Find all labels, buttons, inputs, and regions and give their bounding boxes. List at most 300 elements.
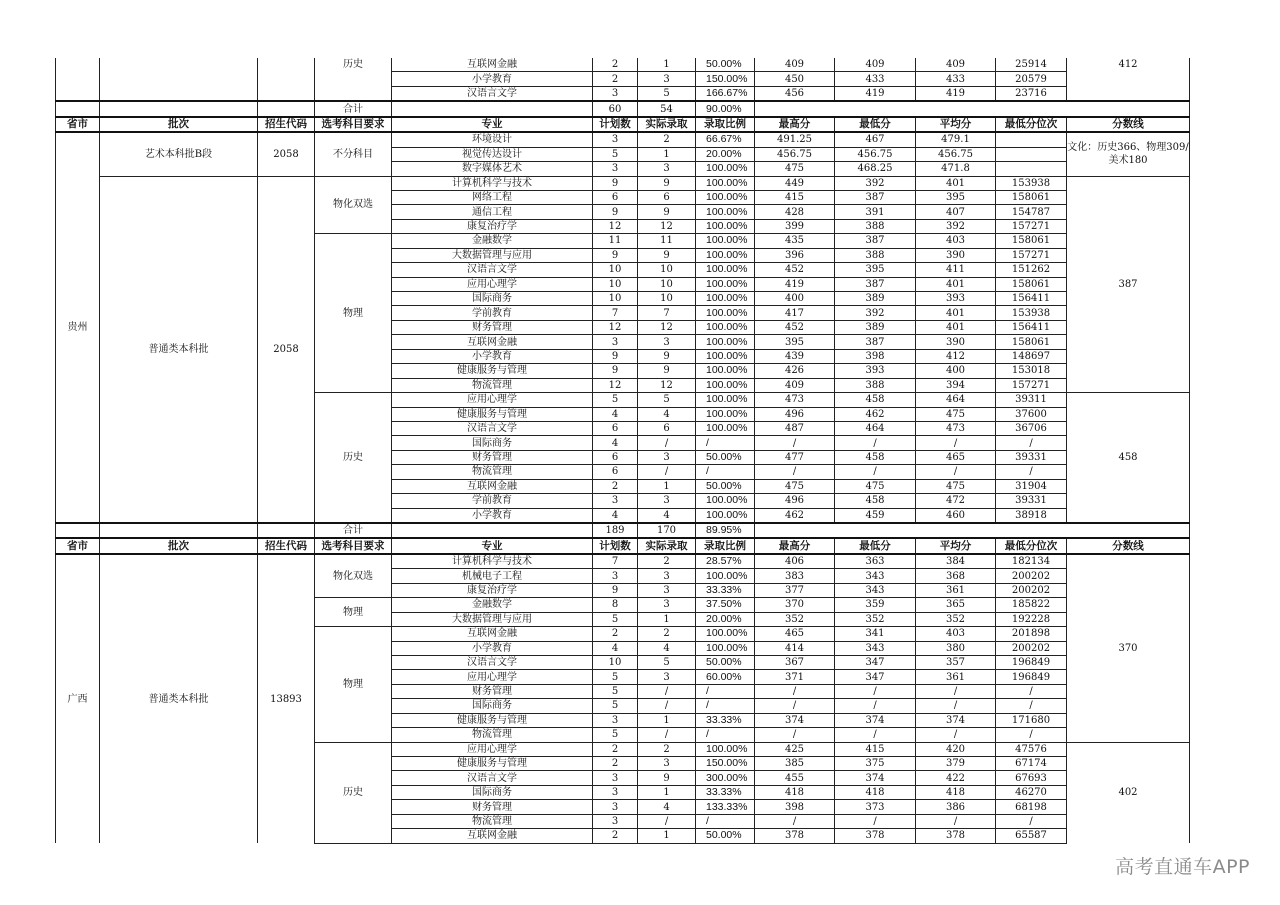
min-rank-cell: 200202 [996, 583, 1067, 597]
min-score-cell: 363 [835, 554, 916, 569]
major-cell: 财务管理 [392, 450, 593, 464]
admission-ratio-cell: 133.33% [696, 800, 755, 814]
min-score-cell: / [835, 699, 916, 713]
major-cell: 物流管理 [392, 465, 593, 479]
plan-count-cell: 3 [593, 162, 638, 176]
max-score-cell: / [755, 684, 835, 698]
min-rank-cell: 158061 [996, 190, 1067, 204]
min-score-cell: 458 [835, 393, 916, 407]
avg-score-cell: 475 [916, 407, 996, 421]
admission-ratio-cell: 100.00% [696, 205, 755, 219]
column-header: 招生代码 [258, 538, 315, 553]
min-rank-cell: / [996, 684, 1067, 698]
min-score-cell: 459 [835, 508, 916, 523]
admission-ratio-cell: 50.00% [696, 655, 755, 669]
actual-count-cell: 4 [638, 800, 696, 814]
plan-count-cell: 3 [593, 86, 638, 101]
column-header: 计划数 [593, 117, 638, 132]
actual-count-cell: 5 [638, 393, 696, 407]
score-line-cell: 370 [1067, 554, 1190, 742]
admission-ratio-cell: 20.00% [696, 147, 755, 161]
column-header: 最低分位次 [996, 117, 1067, 132]
min-score-cell: 388 [835, 219, 916, 233]
plan-count-cell: 9 [593, 349, 638, 363]
column-header: 批次 [100, 117, 258, 132]
plan-count-cell: 5 [593, 670, 638, 684]
blank-cell [392, 101, 593, 116]
min-rank-cell: 196849 [996, 655, 1067, 669]
max-score-cell: / [755, 728, 835, 742]
avg-score-cell: 473 [916, 421, 996, 435]
actual-count-cell: 1 [638, 479, 696, 493]
table-row [56, 176, 1190, 190]
plan-count-cell: 8 [593, 598, 638, 612]
column-header: 最高分 [755, 117, 835, 132]
total-ratio-cell: 89.95% [696, 523, 755, 538]
min-rank-cell [996, 162, 1067, 176]
major-cell: 康复治疗学 [392, 219, 593, 233]
min-score-cell: 395 [835, 263, 916, 277]
min-rank-cell: 196849 [996, 670, 1067, 684]
max-score-cell: 395 [755, 335, 835, 349]
min-score-cell: / [835, 814, 916, 828]
min-rank-cell: 153018 [996, 364, 1067, 378]
column-header: 省市 [56, 538, 100, 553]
admission-ratio-cell: / [696, 814, 755, 828]
max-score-cell: 371 [755, 670, 835, 684]
admission-ratio-cell: 100.00% [696, 378, 755, 392]
blank-cell [755, 523, 1190, 538]
admission-ratio-cell: 33.33% [696, 583, 755, 597]
actual-count-cell: 4 [638, 508, 696, 523]
max-score-cell: 378 [755, 829, 835, 843]
column-header: 实际录取 [638, 538, 696, 553]
actual-count-cell: 6 [638, 190, 696, 204]
min-score-cell: 456.75 [835, 147, 916, 161]
min-rank-cell: 171680 [996, 713, 1067, 727]
avg-score-cell: 422 [916, 771, 996, 785]
plan-count-cell: 4 [593, 436, 638, 450]
admission-ratio-cell: 50.00% [696, 479, 755, 493]
subject-requirement-cell: 历史 [315, 58, 392, 101]
table-row [56, 554, 1190, 569]
min-score-cell: 374 [835, 713, 916, 727]
avg-score-cell: 394 [916, 378, 996, 392]
avg-score-cell: / [916, 465, 996, 479]
admission-ratio-cell: / [696, 699, 755, 713]
max-score-cell: 409 [755, 378, 835, 392]
blank-cell [755, 101, 1190, 116]
major-cell: 健康服务与管理 [392, 757, 593, 771]
actual-count-cell: 2 [638, 132, 696, 147]
admission-ratio-cell: 100.00% [696, 393, 755, 407]
major-cell: 小学教育 [392, 349, 593, 363]
avg-score-cell: / [916, 814, 996, 828]
min-score-cell: 398 [835, 349, 916, 363]
admission-ratio-cell: 66.67% [696, 132, 755, 147]
plan-count-cell: 3 [593, 814, 638, 828]
avg-score-cell: 352 [916, 612, 996, 626]
column-header: 录取比例 [696, 117, 755, 132]
avg-score-cell: 357 [916, 655, 996, 669]
avg-score-cell: 479.1 [916, 132, 996, 147]
column-header: 平均分 [916, 538, 996, 553]
plan-count-cell: 2 [593, 72, 638, 86]
actual-count-cell: 1 [638, 612, 696, 626]
watermark-text: 高考直通车APP [1115, 856, 1250, 878]
admission-ratio-cell: 28.57% [696, 554, 755, 569]
min-rank-cell: 39331 [996, 494, 1067, 508]
column-header: 最低分 [835, 538, 916, 553]
actual-count-cell: 3 [638, 335, 696, 349]
min-rank-cell: 67693 [996, 771, 1067, 785]
score-line-cell: 402 [1067, 742, 1190, 843]
major-cell: 康复治疗学 [392, 583, 593, 597]
admission-ratio-cell: / [696, 465, 755, 479]
min-score-cell: 433 [835, 72, 916, 86]
batch-cell: 艺术本科批B段 [100, 132, 258, 176]
min-rank-cell: 158061 [996, 335, 1067, 349]
actual-count-cell: 5 [638, 655, 696, 669]
plan-count-cell: 6 [593, 450, 638, 464]
score-line-cell: 458 [1067, 393, 1190, 523]
major-cell: 汉语言文学 [392, 655, 593, 669]
min-score-cell: 418 [835, 785, 916, 799]
column-header: 录取比例 [696, 538, 755, 553]
admission-ratio-cell: / [696, 684, 755, 698]
total-row [56, 523, 1190, 538]
max-score-cell: 475 [755, 479, 835, 493]
major-cell: 汉语言文学 [392, 771, 593, 785]
plan-count-cell: 4 [593, 508, 638, 523]
max-score-cell: 428 [755, 205, 835, 219]
avg-score-cell: 384 [916, 554, 996, 569]
min-score-cell: / [835, 684, 916, 698]
major-cell: 国际商务 [392, 699, 593, 713]
min-score-cell: 347 [835, 670, 916, 684]
actual-count-cell: 3 [638, 450, 696, 464]
code-cell [258, 58, 315, 101]
avg-score-cell: 433 [916, 72, 996, 86]
plan-count-cell: 5 [593, 699, 638, 713]
min-rank-cell: 37600 [996, 407, 1067, 421]
actual-count-cell: 3 [638, 162, 696, 176]
blank-cell [392, 523, 593, 538]
min-rank-cell: 39311 [996, 393, 1067, 407]
avg-score-cell: 456.75 [916, 147, 996, 161]
min-rank-cell: 200202 [996, 569, 1067, 583]
plan-count-cell: 3 [593, 569, 638, 583]
actual-count-cell: 3 [638, 757, 696, 771]
subject-requirement-cell: 历史 [315, 393, 392, 523]
max-score-cell: 435 [755, 234, 835, 248]
min-rank-cell: 158061 [996, 277, 1067, 291]
min-rank-cell: 153938 [996, 306, 1067, 320]
min-score-cell: 374 [835, 771, 916, 785]
plan-count-cell: 10 [593, 277, 638, 291]
min-score-cell: 415 [835, 742, 916, 756]
min-rank-cell: / [996, 814, 1067, 828]
major-cell: 应用心理学 [392, 393, 593, 407]
plan-count-cell: 5 [593, 393, 638, 407]
min-rank-cell: 157271 [996, 219, 1067, 233]
min-score-cell: 389 [835, 320, 916, 334]
max-score-cell: 352 [755, 612, 835, 626]
min-rank-cell: 154787 [996, 205, 1067, 219]
avg-score-cell: 361 [916, 670, 996, 684]
max-score-cell: / [755, 814, 835, 828]
column-header: 实际录取 [638, 117, 696, 132]
actual-count-cell: 7 [638, 306, 696, 320]
actual-count-cell: 9 [638, 176, 696, 190]
actual-count-cell: / [638, 684, 696, 698]
min-score-cell: 378 [835, 829, 916, 843]
avg-score-cell: 390 [916, 248, 996, 262]
actual-count-cell: 2 [638, 742, 696, 756]
major-cell: 汉语言文学 [392, 421, 593, 435]
admission-ratio-cell: / [696, 436, 755, 450]
avg-score-cell: 395 [916, 190, 996, 204]
admission-ratio-cell: 100.00% [696, 742, 755, 756]
min-score-cell: 352 [835, 612, 916, 626]
actual-count-cell: / [638, 699, 696, 713]
column-header: 选考科目要求 [315, 117, 392, 132]
blank-cell [56, 101, 100, 116]
total-plan-cell: 60 [593, 101, 638, 116]
min-score-cell: 419 [835, 86, 916, 101]
min-score-cell: 458 [835, 450, 916, 464]
admission-ratio-cell: 100.00% [696, 248, 755, 262]
column-header: 专业 [392, 117, 593, 132]
plan-count-cell: 12 [593, 378, 638, 392]
plan-count-cell: 2 [593, 829, 638, 843]
plan-count-cell: 3 [593, 785, 638, 799]
column-header: 最低分位次 [996, 538, 1067, 553]
plan-count-cell: 2 [593, 757, 638, 771]
column-header: 最高分 [755, 538, 835, 553]
max-score-cell: / [755, 436, 835, 450]
min-score-cell: 375 [835, 757, 916, 771]
major-cell: 应用心理学 [392, 742, 593, 756]
min-score-cell: 467 [835, 132, 916, 147]
column-header: 最低分 [835, 117, 916, 132]
actual-count-cell: 1 [638, 785, 696, 799]
min-score-cell: 458 [835, 494, 916, 508]
min-score-cell: 347 [835, 655, 916, 669]
plan-count-cell: 12 [593, 219, 638, 233]
min-rank-cell: / [996, 728, 1067, 742]
min-rank-cell: 68198 [996, 800, 1067, 814]
admission-ratio-cell: 33.33% [696, 713, 755, 727]
max-score-cell: 491.25 [755, 132, 835, 147]
avg-score-cell: 378 [916, 829, 996, 843]
major-cell: 财务管理 [392, 800, 593, 814]
min-score-cell: 388 [835, 378, 916, 392]
plan-count-cell: 10 [593, 292, 638, 306]
major-cell: 网络工程 [392, 190, 593, 204]
avg-score-cell: 368 [916, 569, 996, 583]
actual-count-cell: 12 [638, 378, 696, 392]
plan-count-cell: 5 [593, 728, 638, 742]
code-cell: 2058 [258, 176, 315, 523]
admission-ratio-cell: 100.00% [696, 335, 755, 349]
plan-count-cell: 9 [593, 176, 638, 190]
major-cell: 互联网金融 [392, 58, 593, 72]
column-header: 平均分 [916, 117, 996, 132]
min-score-cell: 475 [835, 479, 916, 493]
plan-count-cell: 2 [593, 479, 638, 493]
min-rank-cell: 156411 [996, 320, 1067, 334]
min-score-cell: 387 [835, 277, 916, 291]
admission-ratio-cell: 50.00% [696, 58, 755, 72]
major-cell: 国际商务 [392, 785, 593, 799]
min-rank-cell: 157271 [996, 378, 1067, 392]
min-rank-cell: 65587 [996, 829, 1067, 843]
plan-count-cell: 5 [593, 612, 638, 626]
major-cell: 健康服务与管理 [392, 407, 593, 421]
avg-score-cell: 418 [916, 785, 996, 799]
min-rank-cell: 158061 [996, 234, 1067, 248]
max-score-cell: 426 [755, 364, 835, 378]
column-header: 计划数 [593, 538, 638, 553]
avg-score-cell: 407 [916, 205, 996, 219]
max-score-cell: 462 [755, 508, 835, 523]
avg-score-cell: 419 [916, 86, 996, 101]
subject-requirement-cell: 不分科目 [315, 132, 392, 176]
admission-ratio-cell: 37.50% [696, 598, 755, 612]
province-cell [56, 58, 100, 101]
min-score-cell: 392 [835, 176, 916, 190]
actual-count-cell: 10 [638, 292, 696, 306]
plan-count-cell: 10 [593, 655, 638, 669]
avg-score-cell: 390 [916, 335, 996, 349]
actual-count-cell: 3 [638, 569, 696, 583]
plan-count-cell: 2 [593, 627, 638, 641]
total-ratio-cell: 90.00% [696, 101, 755, 116]
min-rank-cell: 23716 [996, 86, 1067, 101]
min-score-cell: 373 [835, 800, 916, 814]
blank-cell [100, 101, 258, 116]
max-score-cell: 456 [755, 86, 835, 101]
min-score-cell: 464 [835, 421, 916, 435]
plan-count-cell: 4 [593, 407, 638, 421]
min-rank-cell: 38918 [996, 508, 1067, 523]
admission-ratio-cell: 100.00% [696, 494, 755, 508]
plan-count-cell: 9 [593, 205, 638, 219]
min-score-cell: 468.25 [835, 162, 916, 176]
min-score-cell: / [835, 465, 916, 479]
avg-score-cell: 365 [916, 598, 996, 612]
actual-count-cell: 9 [638, 349, 696, 363]
avg-score-cell: 374 [916, 713, 996, 727]
actual-count-cell: / [638, 814, 696, 828]
min-rank-cell: 201898 [996, 627, 1067, 641]
actual-count-cell: 4 [638, 407, 696, 421]
max-score-cell: 487 [755, 421, 835, 435]
plan-count-cell: 7 [593, 306, 638, 320]
min-score-cell: 393 [835, 364, 916, 378]
header-row [56, 538, 1190, 553]
admission-ratio-cell: 100.00% [696, 508, 755, 523]
max-score-cell: 452 [755, 263, 835, 277]
major-cell: 金融数学 [392, 598, 593, 612]
max-score-cell: 425 [755, 742, 835, 756]
admission-ratio-cell: 300.00% [696, 771, 755, 785]
max-score-cell: 399 [755, 219, 835, 233]
min-score-cell: 387 [835, 190, 916, 204]
max-score-cell: 370 [755, 598, 835, 612]
plan-count-cell: 3 [593, 771, 638, 785]
max-score-cell: / [755, 699, 835, 713]
avg-score-cell: / [916, 699, 996, 713]
admission-ratio-cell: 100.00% [696, 349, 755, 363]
major-cell: 小学教育 [392, 641, 593, 655]
avg-score-cell: 403 [916, 627, 996, 641]
min-rank-cell: / [996, 465, 1067, 479]
plan-count-cell: 3 [593, 335, 638, 349]
score-line-cell: 387 [1067, 176, 1190, 393]
table-row [56, 132, 1190, 147]
avg-score-cell: 464 [916, 393, 996, 407]
major-cell: 汉语言文学 [392, 263, 593, 277]
subject-requirement-cell: 物化双选 [315, 176, 392, 234]
actual-count-cell: 9 [638, 364, 696, 378]
max-score-cell: 385 [755, 757, 835, 771]
plan-count-cell: 11 [593, 234, 638, 248]
min-score-cell: 392 [835, 306, 916, 320]
avg-score-cell: 401 [916, 277, 996, 291]
avg-score-cell: 386 [916, 800, 996, 814]
actual-count-cell: 12 [638, 219, 696, 233]
admission-ratio-cell: 100.00% [696, 234, 755, 248]
avg-score-cell: 379 [916, 757, 996, 771]
min-rank-cell: 39331 [996, 450, 1067, 464]
min-rank-cell: 36706 [996, 421, 1067, 435]
plan-count-cell: 3 [593, 494, 638, 508]
max-score-cell: 496 [755, 494, 835, 508]
avg-score-cell: / [916, 728, 996, 742]
column-header: 省市 [56, 117, 100, 132]
max-score-cell: 398 [755, 800, 835, 814]
admission-ratio-cell: 100.00% [696, 162, 755, 176]
blank-cell [100, 523, 258, 538]
avg-score-cell: 392 [916, 219, 996, 233]
admission-ratio-cell: 100.00% [696, 407, 755, 421]
major-cell: 财务管理 [392, 320, 593, 334]
column-header: 批次 [100, 538, 258, 553]
major-cell: 物流管理 [392, 378, 593, 392]
major-cell: 物流管理 [392, 814, 593, 828]
column-header: 专业 [392, 538, 593, 553]
plan-count-cell: 2 [593, 742, 638, 756]
plan-count-cell: 10 [593, 263, 638, 277]
plan-count-cell: 5 [593, 684, 638, 698]
actual-count-cell: 6 [638, 421, 696, 435]
actual-count-cell: / [638, 436, 696, 450]
column-header: 分数线 [1067, 117, 1190, 132]
max-score-cell: 406 [755, 554, 835, 569]
avg-score-cell: 475 [916, 479, 996, 493]
admission-ratio-cell: 20.00% [696, 612, 755, 626]
min-score-cell: 343 [835, 583, 916, 597]
max-score-cell: 477 [755, 450, 835, 464]
plan-count-cell: 5 [593, 147, 638, 161]
min-score-cell: 343 [835, 569, 916, 583]
actual-count-cell: 1 [638, 829, 696, 843]
actual-count-cell: 9 [638, 205, 696, 219]
min-rank-cell: 185822 [996, 598, 1067, 612]
admission-ratio-cell: 100.00% [696, 306, 755, 320]
